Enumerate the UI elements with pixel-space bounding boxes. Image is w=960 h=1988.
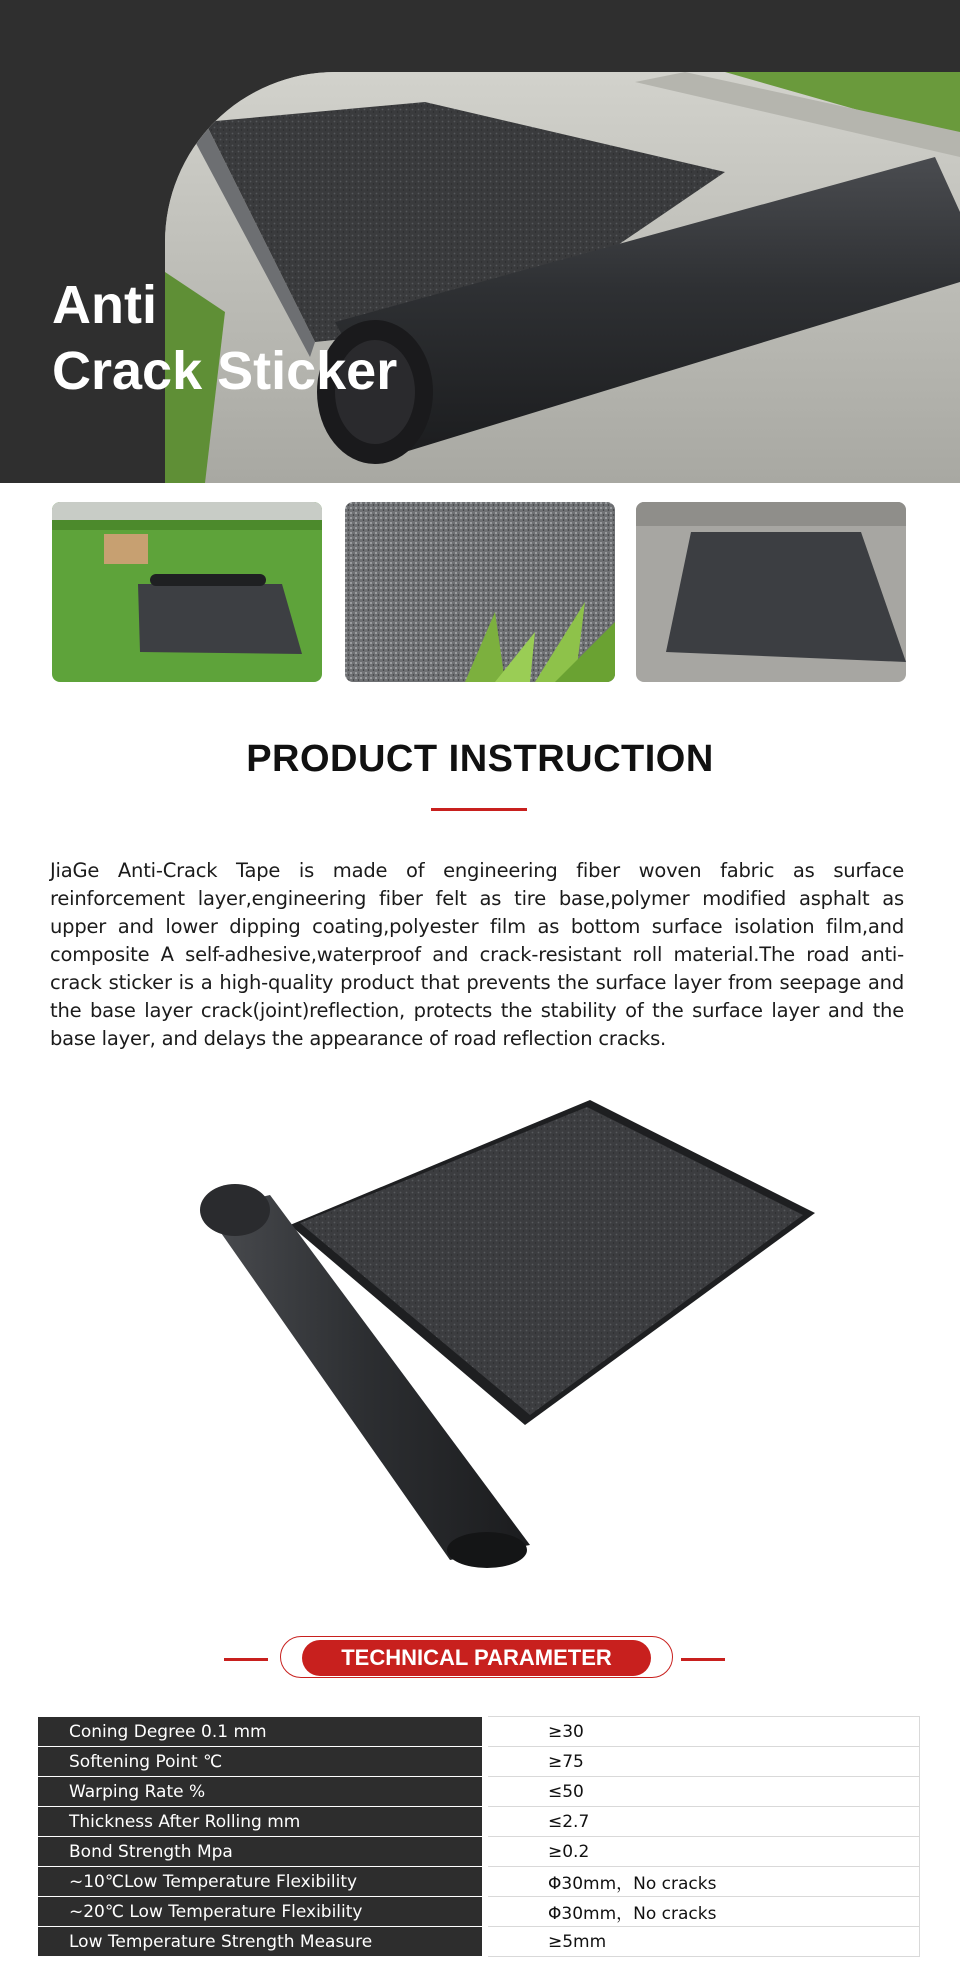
table-row — [38, 1747, 920, 1777]
table-row — [38, 1897, 920, 1927]
param-name: ~20℃ Low Temperature Flexibility — [38, 1897, 482, 1927]
banner-left-rule — [224, 1658, 268, 1661]
section-title: PRODUCT INSTRUCTION — [246, 738, 714, 780]
thumbnail-texture-photo[interactable] — [345, 502, 615, 682]
table-row — [38, 1807, 920, 1837]
hero-title-line2: Crack Sticker — [52, 341, 398, 401]
technical-parameter-banner — [0, 1636, 960, 1682]
param-value: ≥75 — [488, 1747, 920, 1777]
param-value: Φ30mm，No cracks — [488, 1897, 920, 1927]
thumbnail-road-photo[interactable] — [636, 502, 906, 682]
banner-right-rule — [681, 1658, 725, 1661]
banner-title: TECHNICAL PARAMETER — [302, 1640, 651, 1676]
section-divider — [431, 808, 527, 811]
table-row — [38, 1777, 920, 1807]
param-name: Coning Degree 0.1 mm — [38, 1717, 482, 1747]
hero-banner — [0, 0, 960, 483]
parameter-table — [38, 1716, 920, 1957]
param-value: ≤50 — [488, 1777, 920, 1807]
param-name: Thickness After Rolling mm — [38, 1807, 482, 1837]
product-roll-image — [195, 1095, 825, 1575]
param-value: ≤2.7 — [488, 1807, 920, 1837]
param-name: Low Temperature Strength Measure — [38, 1927, 482, 1957]
param-name: ~10℃Low Temperature Flexibility — [38, 1867, 482, 1897]
thumbnail-gallery — [52, 502, 908, 682]
param-name: Softening Point ℃ — [38, 1747, 482, 1777]
thumbnail-lawn-photo[interactable] — [52, 502, 322, 682]
param-value: ≥0.2 — [488, 1837, 920, 1867]
param-name: Warping Rate % — [38, 1777, 482, 1807]
param-value: ≥30 — [488, 1717, 920, 1747]
param-name: Bond Strength Mpa — [38, 1837, 482, 1867]
param-value: ≥5mm — [488, 1927, 920, 1957]
hero-title-line1: Anti — [52, 275, 157, 335]
table-row — [38, 1927, 920, 1957]
hero-title — [52, 272, 397, 404]
table-row — [38, 1867, 920, 1897]
table-row — [38, 1837, 920, 1867]
table-row — [38, 1717, 920, 1747]
param-value: Φ30mm，No cracks — [488, 1867, 920, 1897]
product-description: JiaGe Anti-Crack Tape is made of engineering fiber woven fabric as surface reinforcement layer,engineering fiber felt as tire base,polymer modified asphalt as upper and lower dipping coating,polyester film as bottom surface isolation film,and composite A self-adhesive,waterproof and crack-resistant roll material.The road anti-crack sticker is a high-quality product that prevents the surface layer from seepage and the base layer crack(joint)reflection, protects the stability of the surface layer and the base layer, and delays the appearance of road reflection cracks. — [50, 859, 904, 1050]
